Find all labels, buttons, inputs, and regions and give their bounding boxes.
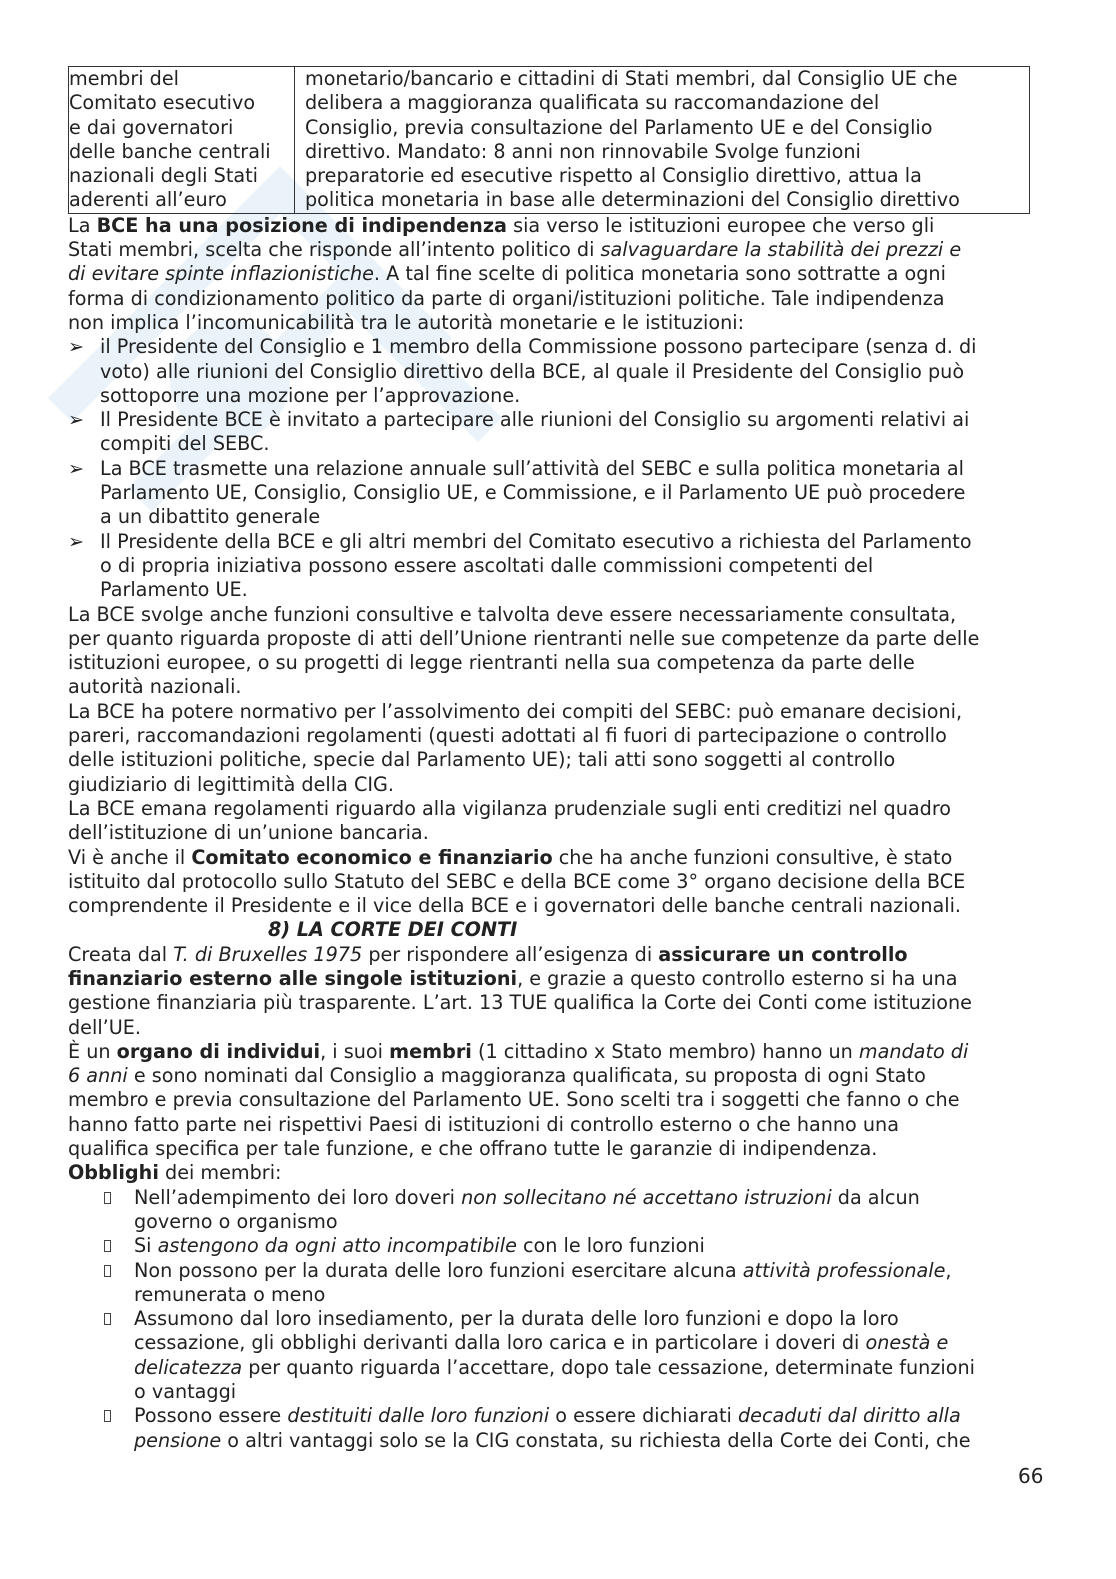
document-page: [68, 66, 1048, 1453]
paragraph-obligations-title: Obblighi dei membri:: [68, 1161, 282, 1185]
table-line: delibera a maggioranza qualificata su raccomandazione del: [305, 91, 880, 115]
table-line: preparatorie ed esecutive rispetto al Consiglio direttivo, attua la: [305, 164, 922, 188]
arrow-bullet-icon: ➢: [68, 456, 85, 480]
paragraph-court-creation: Creata dal T. di Bruxelles 1975 per rispondere all’esigenza di assicurare un controllo finanziario esterno alle singole istituzioni, e grazie a questo controllo esterno si ha una gestione finanziaria più trasparente. L’art. 13 TUE qualifica la Corte dei Conti come istituzione dell’UE.: [68, 942, 972, 1039]
paragraph-consultive: La BCE svolge anche funzioni consultive e talvolta deve essere necessariamente consultata, per quanto riguarda proposte di atti dell’Unione rientranti nelle sue competenze da parte delle istituzioni europee, o su progetti di legge rientranti nella sua competenza da parte delle autorità nazionali.: [68, 602, 980, 699]
page-number: 66: [1018, 1464, 1044, 1488]
table-line: membri del: [69, 67, 180, 90]
list-item: ➢ Il Presidente BCE è invitato a partecipare alle riunioni del Consiglio su argomenti relativi ai compiti del SEBC.: [68, 408, 970, 456]
list-item: Assumono dal loro insediamento, per la durata delle loro funzioni e dopo la loro cessazione, gli obblighi derivanti dalla loro carica e in particolare i doveri di onestà e delicatezza per quanto riguarda l’accettare, dopo tale cessazione, determinate funzioni o vantaggi: [68, 1307, 1048, 1404]
list-item: Non possono per la durata delle loro funzioni esercitare alcuna attività professionale, remunerata o meno: [68, 1259, 1048, 1308]
paragraph-normative: La BCE ha potere normativo per l’assolvimento dei compiti del SEBC: può emanare decisioni, pareri, raccomandazioni regolamenti (questi adottati al fi fuori di partecipazione o controllo delle istituzioni politiche, specie dal Parlamento UE); tali atti sono soggetti al controllo giudiziario di legittimità della CIG.: [68, 699, 963, 796]
box-bullet-icon: [104, 1313, 111, 1325]
table-line: e dai governatori: [69, 115, 234, 139]
bce-composition-table: [68, 66, 1030, 214]
paragraph-court-members: È un organo di individui, i suoi membri (1 cittadino x Stato membro) hanno un mandato di 6 anni e sono nominati dal Consiglio a maggioranza qualificata, su proposta di ogni Stato membro e previa consultazione del Parlamento UE. Sono scelti tra i soggetti che fanno o che hanno fatto parte nei rispettivi Paesi di istituzioni di controllo esterno o che hanno una qualifica specifica per tale funzione, e che offrano tutte le garanzie di indipendenza.: [68, 1039, 969, 1161]
table-line: monetario/bancario e cittadini di Stati membri, dal Consiglio UE che: [305, 67, 958, 90]
table-line: Consiglio, previa consultazione del Parlamento UE e del Consiglio: [305, 115, 933, 139]
bullet-list-obligations: [68, 1186, 1048, 1453]
box-bullet-icon: [104, 1410, 111, 1422]
arrow-bullet-icon: ➢: [68, 529, 85, 553]
arrow-bullet-icon: ➢: [68, 335, 85, 359]
table-line: aderenti all’euro: [69, 188, 227, 212]
list-item: Possono essere destituiti dalle loro funzioni o essere dichiarati decaduti dal diritto alla pensione o altri vantaggi solo se la CIG constata, su richiesta della Corte dei Conti, che: [68, 1404, 1048, 1453]
list-item: ➢ La BCE trasmette una relazione annuale sull’attività del SEBC e sulla politica monetaria al Parlamento UE, Consiglio, Consiglio UE, e Commissione, e il Parlamento UE può procedere a un dibattito generale: [68, 456, 966, 529]
paragraph-supervision: La BCE emana regolamenti riguardo alla vigilanza prudenziale sugli enti creditizi nel quadro dell’istituzione di un’unione bancaria.: [68, 796, 952, 845]
list-item: ➢ Il Presidente della BCE e gli altri membri del Comitato esecutivo a richiesta del Parlamento o di propria iniziativa possono essere ascoltati dalle commissioni competenti del Parlamento UE.: [68, 529, 972, 602]
list-item: Nell’adempimento dei loro doveri non sollecitano né accettano istruzioni da alcun governo o organismo: [68, 1186, 1048, 1235]
table-line: nazionali degli Stati: [69, 164, 258, 188]
arrow-bullet-icon: ➢: [68, 408, 85, 432]
box-bullet-icon: [104, 1265, 111, 1277]
paragraph-bce-independence: La BCE ha una posizione di indipendenza sia verso le istituzioni europee che verso gli Stati membri, scelta che risponde all’intento politico di salvaguardare la stabilità dei prezzi e di evitare spinte inflazionistiche. A tal fine scelte di politica monetaria sono sottratte a ogni forma di condizionamento politico da parte di organi/istituzioni politiche. Tale indipendenza non implica l’incomunicabilità tra le autorità monetarie e le istituzioni:: [68, 213, 962, 334]
list-item: ➢ il Presidente del Consiglio e 1 membro della Commissione possono partecipare (senza d. di voto) alle riunioni del Consiglio direttivo della BCE, al quale il Presidente del Consiglio può sottoporre una mozione per l’approvazione.: [68, 335, 977, 407]
table-line: delle banche centrali: [69, 139, 271, 163]
paragraph-committee: Vi è anche il Comitato economico e finanziario che ha anche funzioni consultive, è stato istituito dal protocollo sullo Statuto del SEBC e della BCE come 3° organo decisione della BCE comprendente il Presidente e il vice della BCE e i governatori delle banche centrali nazionali.: [68, 845, 966, 918]
table-line: Comitato esecutivo: [69, 91, 256, 115]
section-heading: 8) LA CORTE DEI CONTI: [268, 918, 518, 942]
bullet-list-relations: [68, 335, 1048, 602]
box-bullet-icon: [104, 1240, 111, 1252]
table-left-cell: [69, 67, 295, 214]
table-line: direttivo. Mandato: 8 anni non rinnovabile Svolge funzioni: [305, 139, 861, 163]
table-line: politica monetaria in base alle determinazioni del Consiglio direttivo: [305, 188, 960, 212]
list-item: Si astengono da ogni atto incompatibile con le loro funzioni: [68, 1234, 1048, 1258]
table-right-cell: [295, 67, 1030, 214]
box-bullet-icon: [104, 1192, 111, 1204]
